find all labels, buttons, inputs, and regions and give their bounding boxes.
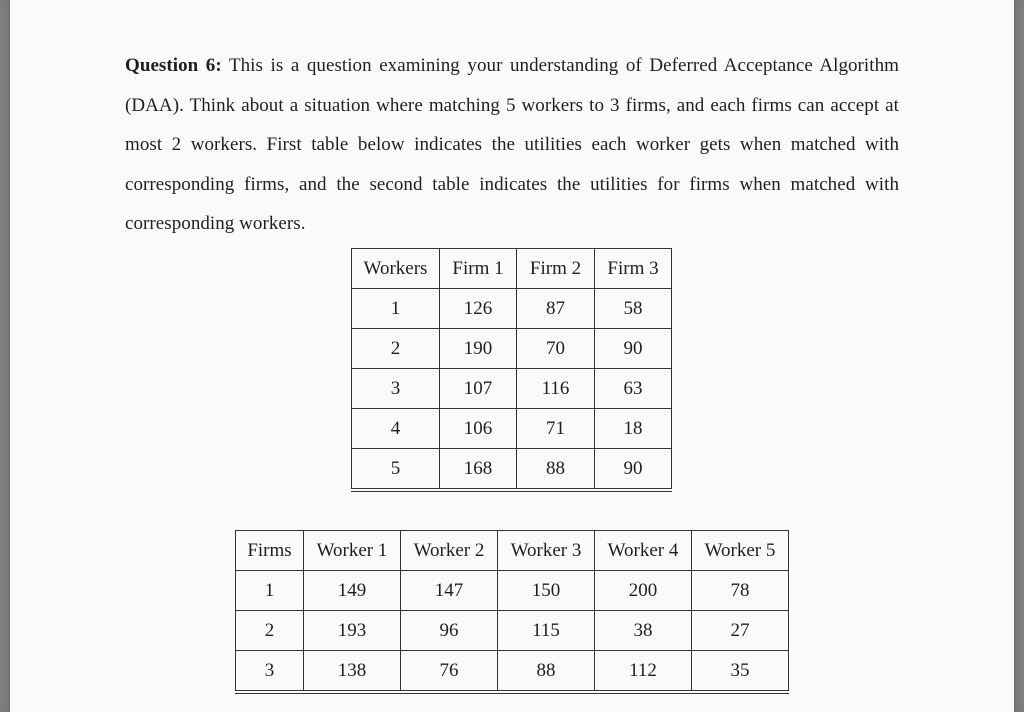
table-row — [352, 329, 672, 369]
header-cell: Worker 5 — [692, 531, 789, 571]
table-cell: 88 — [517, 449, 595, 491]
table-cell: 90 — [595, 449, 672, 491]
question-paragraph — [125, 46, 899, 244]
table-cell: 147 — [401, 571, 498, 611]
table-row — [352, 369, 672, 409]
table-cell: 2 — [236, 611, 304, 651]
table-cell: 4 — [352, 409, 440, 449]
header-cell: Workers — [352, 249, 440, 289]
table-row — [236, 651, 789, 693]
table-row — [352, 289, 672, 329]
table-cell: 27 — [692, 611, 789, 651]
table-cell: 3 — [352, 369, 440, 409]
header-cell: Worker 1 — [304, 531, 401, 571]
table-cell: 149 — [304, 571, 401, 611]
table-cell: 78 — [692, 571, 789, 611]
table-cell: 138 — [304, 651, 401, 693]
table-row — [352, 409, 672, 449]
header-cell: Worker 4 — [595, 531, 692, 571]
table-cell: 35 — [692, 651, 789, 693]
table-cell: 193 — [304, 611, 401, 651]
table-row — [236, 571, 789, 611]
table-cell: 168 — [440, 449, 517, 491]
header-cell: Worker 2 — [401, 531, 498, 571]
table-cell: 2 — [352, 329, 440, 369]
firm-utility-table — [235, 530, 789, 694]
table-cell: 70 — [517, 329, 595, 369]
table-cell: 88 — [498, 651, 595, 693]
table-cell: 115 — [498, 611, 595, 651]
table-cell: 58 — [595, 289, 672, 329]
table-cell: 1 — [352, 289, 440, 329]
table-header-row — [236, 531, 789, 571]
table-cell: 63 — [595, 369, 672, 409]
header-cell: Firms — [236, 531, 304, 571]
table-cell: 190 — [440, 329, 517, 369]
header-cell: Worker 3 — [498, 531, 595, 571]
table-cell: 1 — [236, 571, 304, 611]
table-cell: 3 — [236, 651, 304, 693]
question-text: This is a question examining your understanding of Deferred Acceptance Algorithm (DAA). Think about a situation where matching 5 workers to 3 firms, and each firms can accept at most 2 workers. First table below indicates the utilities each worker gets when matched with corresponding firms, and the second table indicates the utilities for firms when matched with corresponding workers. — [125, 55, 899, 234]
header-cell: Firm 1 — [440, 249, 517, 289]
table-cell: 107 — [440, 369, 517, 409]
table-cell: 200 — [595, 571, 692, 611]
question-label: Question 6: — [125, 55, 222, 76]
table-cell: 76 — [401, 651, 498, 693]
table-cell: 87 — [517, 289, 595, 329]
table-cell: 126 — [440, 289, 517, 329]
table-cell: 38 — [595, 611, 692, 651]
table-cell: 150 — [498, 571, 595, 611]
table-cell: 90 — [595, 329, 672, 369]
header-cell: Firm 2 — [517, 249, 595, 289]
table-cell: 106 — [440, 409, 517, 449]
header-cell: Firm 3 — [595, 249, 672, 289]
table-row — [352, 449, 672, 491]
table-cell: 112 — [595, 651, 692, 693]
table-cell: 5 — [352, 449, 440, 491]
table-cell: 116 — [517, 369, 595, 409]
table-cell: 18 — [595, 409, 672, 449]
table-header-row — [352, 249, 672, 289]
table-cell: 96 — [401, 611, 498, 651]
worker-utility-table — [351, 248, 672, 492]
table-cell: 71 — [517, 409, 595, 449]
document-page — [10, 0, 1014, 712]
table-row — [236, 611, 789, 651]
